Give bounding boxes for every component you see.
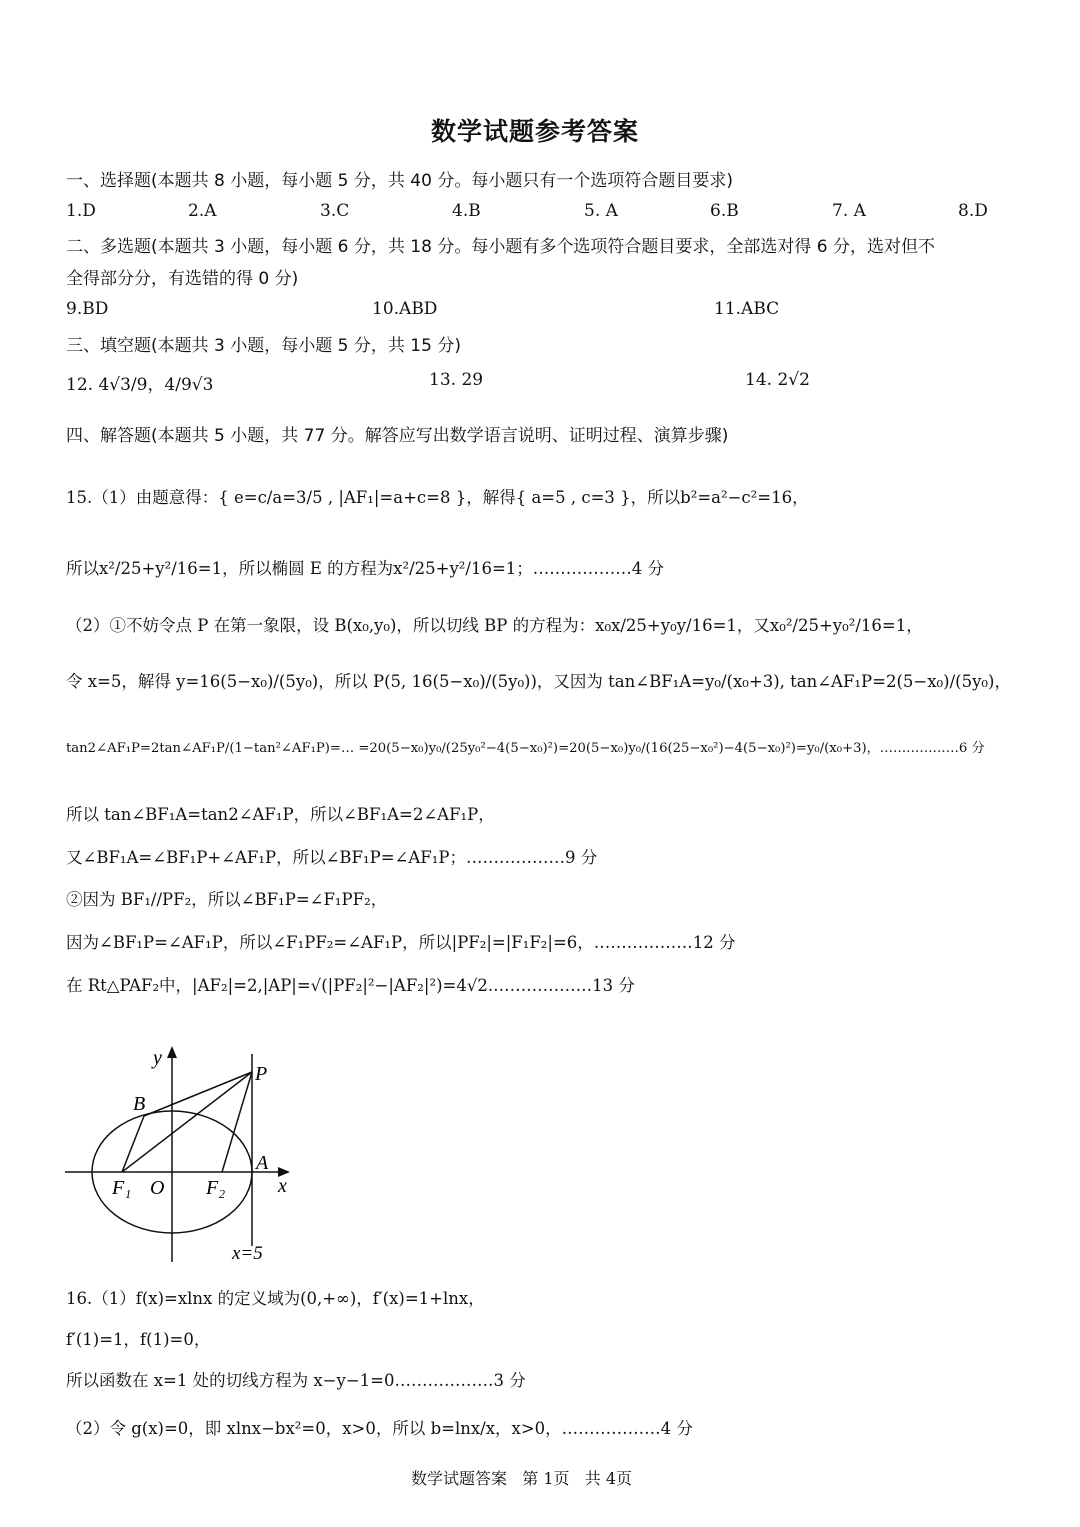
answer-10: 10.ABD — [372, 299, 438, 319]
label-line-x5: x=5 — [232, 1243, 263, 1264]
segment-BP — [144, 1072, 252, 1116]
solution-line: f′(1)=1，f(1)=0， — [66, 1330, 211, 1349]
answer-9: 9.BD — [66, 299, 109, 319]
answer-12: 12. 4√3/9，4/9√3 — [66, 375, 214, 395]
solution-line: tan2∠AF₁P=2tan∠AF₁P/(1−tan²∠AF₁P)=… =20(5−x₀)y₀/(25y₀²−4(5−x₀)²)=20(5−x₀)y₀/(16(25−x₀²)−4(5−x₀)²)=y₀/(x₀+3)，………………6 分 — [66, 741, 985, 756]
page-footer: 数学试题答案 第 1页 共 4页 — [411, 1469, 633, 1488]
label-A: A — [256, 1152, 269, 1174]
ellipse-figure — [60, 1040, 310, 1275]
solution-line: 在 Rt△PAF₂中，|AF₂|=2,|AP|=√(|PF₂|²−|AF₂|²)=4√2.………………13 分 — [66, 976, 635, 995]
solution-line: 16.（1）f(x)=xlnx 的定义域为(0,+∞)，f′(x)=1+lnx， — [66, 1289, 485, 1308]
solution-line: （2）①不妨令点 P 在第一象限，设 B(x₀,y₀)，所以切线 BP 的方程为：x₀x/25+y₀y/16=1，又x₀²/25+y₀²/16=1， — [66, 616, 923, 635]
label-O: O — [150, 1177, 165, 1199]
answer-5: 5. A — [584, 201, 618, 221]
solution-line: 所以 tan∠BF₁A=tan2∠AF₁P，所以∠BF₁A=2∠AF₁P， — [66, 805, 495, 824]
label-x: x — [278, 1175, 287, 1197]
solution-line: 因为∠BF₁P=∠AF₁P，所以∠F₁PF₂=∠AF₁P，所以|PF₂|=|F₁F₂|=6，………………12 分 — [66, 933, 736, 952]
solution-line: 所以函数在 x=1 处的切线方程为 x−y−1=0………………3 分 — [66, 1371, 526, 1390]
section-2-heading-cont: 全得部分分，有选错的得 0 分) — [66, 269, 299, 289]
solution-line: 又∠BF₁A=∠BF₁P+∠AF₁P，所以∠BF₁P=∠AF₁P；………………9 分 — [66, 848, 598, 867]
label-B: B — [133, 1093, 146, 1115]
answer-13: 13. 29 — [429, 370, 484, 390]
section-2-heading: 二、多选题(本题共 3 小题，每小题 6 分，共 18 分。每小题有多个选项符合题目要求，全部选对得 6 分，选对但不 — [66, 237, 935, 257]
solution-line: 15.（1）由题意得：{ e=c/a=3/5 , |AF₁|=a+c=8 }，解得{ a=5 , c=3 }，所以b²=a²−c²=16， — [66, 488, 809, 507]
solution-line: 所以x²/25+y²/16=1，所以椭圆 E 的方程为x²/25+y²/16=1；………………4 分 — [66, 559, 665, 578]
section-3-heading: 三、填空题(本题共 3 小题，每小题 5 分，共 15 分) — [66, 336, 461, 356]
label-F2: F₂ — [206, 1177, 226, 1199]
label-y: y — [153, 1047, 162, 1069]
answer-11: 11.ABC — [714, 299, 780, 319]
answer-7: 7. A — [832, 201, 866, 221]
label-F1: F₁ — [112, 1177, 132, 1199]
answer-1: 1.D — [66, 201, 96, 221]
answer-6: 6.B — [710, 201, 739, 221]
page-title: 数学试题参考答案 — [431, 117, 640, 146]
answer-8: 8.D — [958, 201, 988, 221]
section-1-heading: 一、选择题(本题共 8 小题，每小题 5 分，共 40 分。每小题只有一个选项符合题目要求) — [66, 171, 733, 191]
answer-2: 2.A — [188, 201, 217, 221]
label-P: P — [255, 1063, 268, 1085]
section-4-heading: 四、解答题(本题共 5 小题，共 77 分。解答应写出数学语言说明、证明过程、演算步骤) — [66, 426, 729, 446]
y-axis-arrow — [167, 1046, 177, 1058]
segment-F2P — [222, 1072, 252, 1172]
solution-line: ②因为 BF₁//PF₂，所以∠BF₁P=∠F₁PF₂， — [66, 890, 388, 909]
solution-line: 令 x=5，解得 y=16(5−x₀)/(5y₀)，所以 P(5, 16(5−x₀)/(5y₀))，又因为 tan∠BF₁A=y₀/(x₀+3), tan∠AF₁P=2(5−x₀)/(5y₀)， — [66, 672, 1011, 691]
answer-3: 3.C — [320, 201, 350, 221]
solution-line: （2）令 g(x)=0，即 xlnx−bx²=0，x>0，所以 b=lnx/x，x>0，………………4 分 — [66, 1419, 693, 1438]
answer-4: 4.B — [452, 201, 481, 221]
answer-14: 14. 2√2 — [745, 370, 810, 390]
